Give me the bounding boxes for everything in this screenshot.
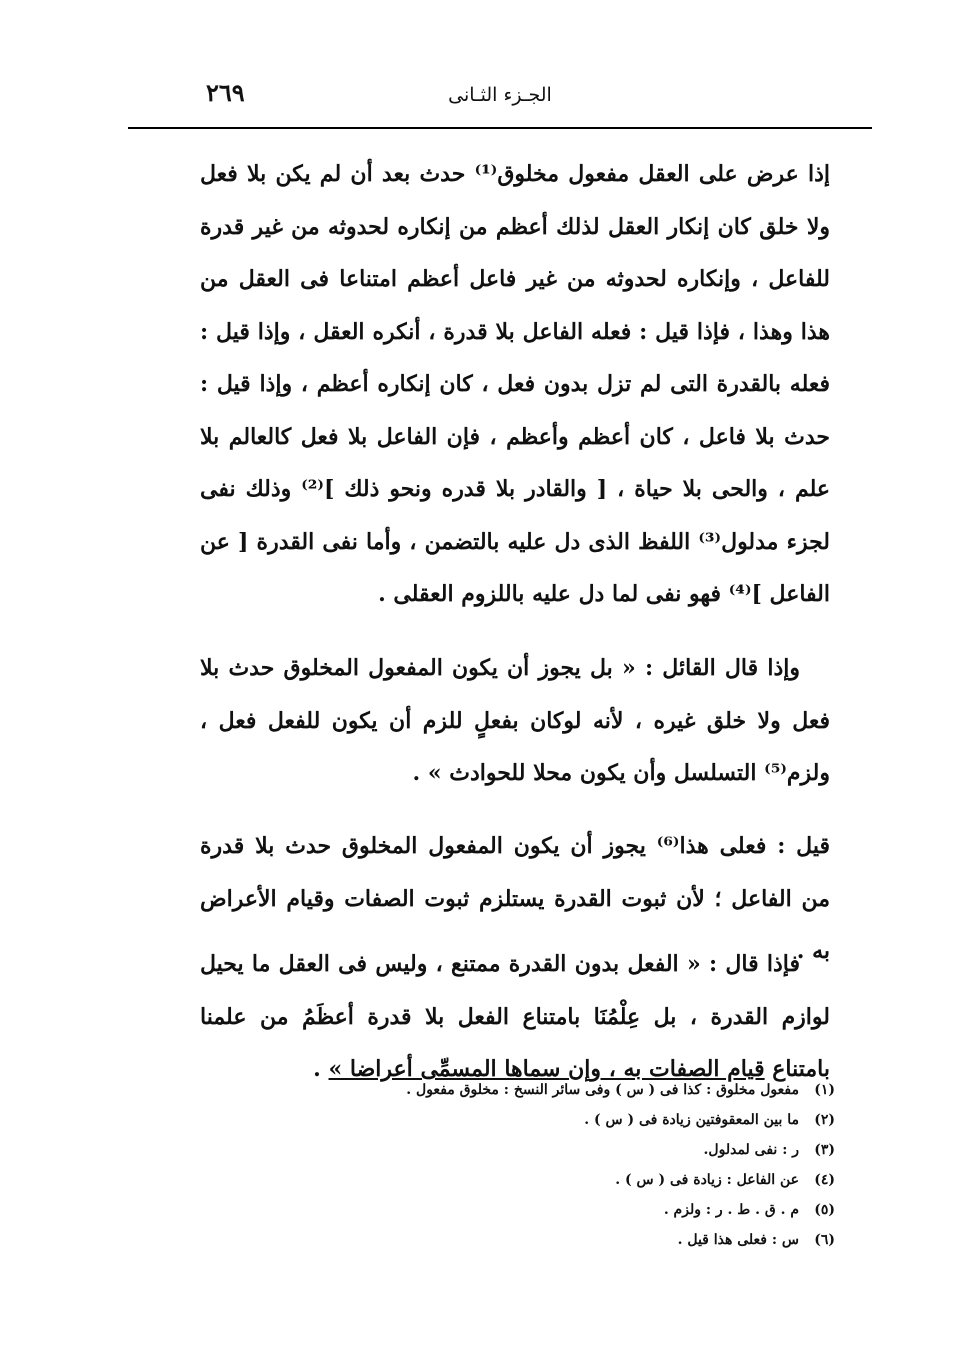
footnote-number: (١)	[814, 1082, 835, 1098]
footnote-number: (٦)	[814, 1232, 835, 1248]
footnote	[330, 1225, 835, 1255]
page-number: ٢٦٩	[206, 78, 245, 107]
paragraph-4	[200, 938, 830, 1098]
footnotes	[330, 1075, 835, 1255]
paragraph-2: وإذا قال القائل : « بل يجوز أن يكون المفعول المخلوق حدث بلا فعل ولا خلق غيره ، لأنه لوكان بفعلٍ للزم أن يكون للفعل فعل ، ولزم⁽⁵⁾ التسلسل وأن يكون محلا للحوادث » .	[200, 655, 830, 786]
footnote	[330, 1075, 835, 1105]
footnote	[330, 1165, 835, 1195]
footnote-number: (٤)	[814, 1172, 835, 1188]
main-text	[200, 148, 830, 1098]
running-title: الجـزء الثـانى	[448, 84, 552, 106]
paragraph-4-text: فإذا قال : « الفعل بدون القدرة ممتنع ، وليس فى العقل ما يحيل لوازم القدرة ، بل عِلْمُنَا بامتناع الفعل بلا قدرة أعظَمُ من علمنا بامتناع	[200, 951, 830, 1082]
footnote	[330, 1105, 835, 1135]
footnote-number: (٢)	[814, 1112, 835, 1128]
page-header	[128, 78, 872, 118]
footnote-text: س : فعلى هذا قيل .	[677, 1232, 799, 1248]
footnote-text: ر : نفى لمدلول.	[703, 1142, 799, 1158]
paragraph-3: قيل : فعلى هذا⁽⁶⁾ يجوز أن يكون المفعول المخلوق حدث بلا قدرة من الفاعل ؛ لأن ثبوت القدرة يستلزم ثبوت الصفات وقيام الأعراض به .	[200, 833, 831, 964]
footnote-number: (٥)	[814, 1202, 835, 1218]
footnote-number: (٣)	[814, 1142, 835, 1158]
header-rule	[128, 127, 872, 129]
paragraph-1: إذا عرض على العقل مفعول مخلوق⁽¹⁾ حدث بعد أن لم يكن بلا فعل ولا خلق كان إنكار العقل لذلك أعظم من إنكاره لحدوثه من غير قدرة للفاعل ، وإنكاره لحدوثه من غير فاعل أعظم امتناعا فى العقل من هذا وهذا ، فإذا قيل : فعله الفاعل بلا قدرة ، أنكره العقل ، وإذا قيل : فعله بالقدرة التى لم تزل بدون فعل ، كان إنكاره أعظم ، وإذا قيل : حدث بلا فاعل ، كان أعظم وأعظم ، فإن الفاعل بلا فعل كالعالم بلا علم ، والحى بلا حياة ، [ والقادر بلا قدره ونحو ذلك ]⁽²⁾ وذلك نفى لجزء مدلول⁽³⁾ اللفظ الذى دل عليه بالتضمن ، وأما نفى القدرة [ عن الفاعل ]⁽⁴⁾ فهو نفى لما دل عليه باللزوم العقلى .	[200, 161, 830, 607]
paragraph-4-underlined: قيام الصفات به ، وإن سماها المسمِّى أعراضا »	[328, 1056, 765, 1082]
footnote	[330, 1135, 835, 1165]
footnote-text: م . ق . ط . ر : ولزم .	[663, 1202, 799, 1218]
paragraph-4-end: .	[313, 1056, 329, 1082]
footnote-text: ما بين المعقوفتين زيادة فى ( س ) .	[584, 1112, 799, 1128]
footnote-text: عن الفاعل : زيادة فى ( س ) .	[615, 1172, 799, 1188]
footnote	[330, 1195, 835, 1225]
footnote-text: مفعول مخلوق : كذا فى ( س ) وفى سائر النسخ : مخلوق مفعول .	[406, 1082, 799, 1098]
